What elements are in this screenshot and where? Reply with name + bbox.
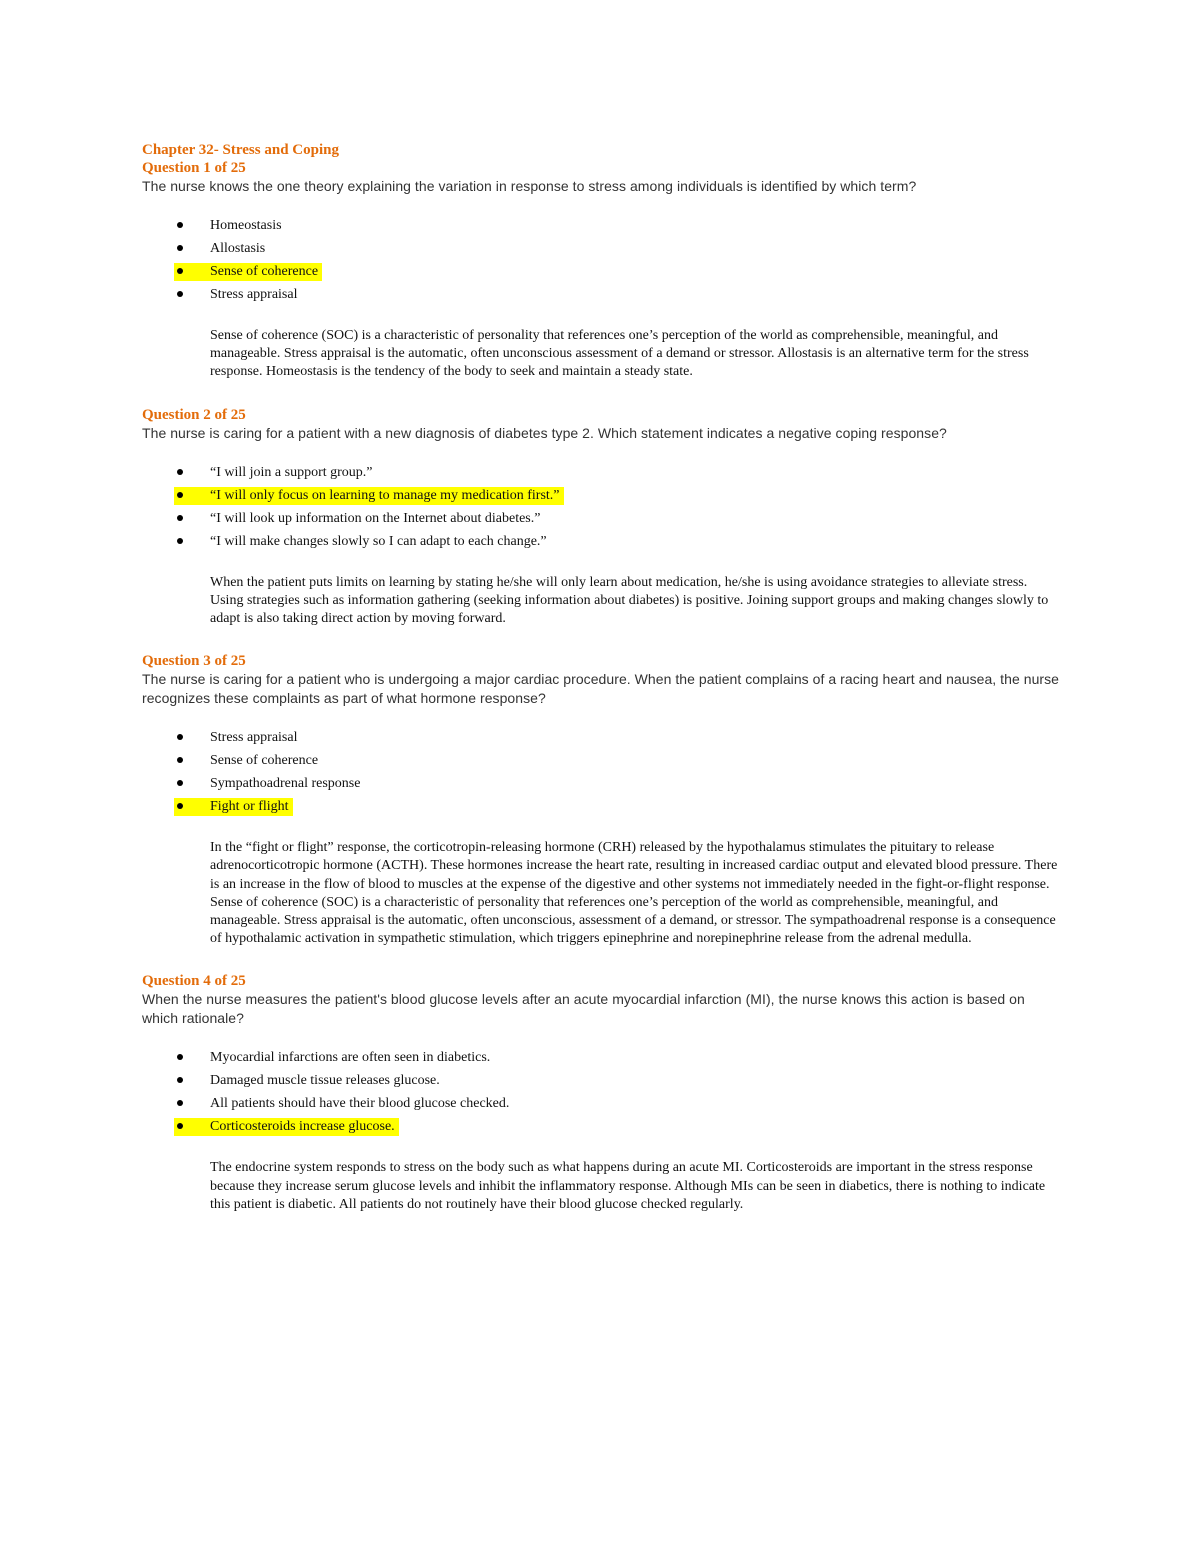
bullet-icon — [177, 268, 183, 274]
bullet-icon — [177, 1100, 183, 1106]
answer-options — [142, 217, 1062, 309]
document-page — [142, 141, 1062, 1214]
question-text: The nurse is caring for a patient with a new diagnosis of diabetes type 2. Which statement indicates a negative coping response? — [142, 424, 947, 441]
bullet-icon — [177, 245, 183, 251]
rationale-text: When the patient puts limits on learning by stating he/she will only learn about medication, he/she is using avoidance strategies to alleviate stress. Using strategies such as information gathering (seeking information about diabetes) is positive. Joining support groups and making changes slowly to adapt is also taking direct action by moving forward. — [210, 574, 1049, 627]
answer-option: Damaged muscle tissue releases glucose. — [142, 1072, 1062, 1095]
bullet-icon — [177, 291, 183, 297]
rationale-text: In the “fight or flight” response, the corticotropin-releasing hormone (CRH) released by the hypothalamus stimulates the pituitary to release adrenocorticotropic hormone (ACTH). These hormones increase the heart rate, resulting in increased cardiac output and elevated blood pressure. There is an increase in the flow of blood to muscles at the expense of the digestive and other systems not immediately needed in the fight-or-flight response. Sense of coherence (SOC) is a characteristic of personality that references one’s perception of the world as comprehensible, meaningful, and manageable. Stress appraisal is the automatic, often unconscious, assessment of a demand, or stressor. The sympathoadrenal response is a consequence of hypothalamic activation in sympathetic stimulation, which triggers epinephrine and norepinephrine release from the adrenal medulla. — [210, 840, 1058, 947]
answer-option-correct: Sense of coherence — [142, 263, 1062, 286]
bullet-icon — [177, 1054, 183, 1060]
answer-option: Homeostasis — [142, 217, 1062, 240]
answer-option: Allostasis — [142, 240, 1062, 263]
answer-options — [142, 464, 1062, 556]
bullet-icon — [177, 222, 183, 228]
question-block — [142, 972, 1062, 1214]
answer-option: Stress appraisal — [142, 286, 1062, 309]
question-text: The nurse knows the one theory explaining the variation in response to stress among individuals is identified by which term? — [142, 178, 917, 194]
answer-option: Sense of coherence — [142, 752, 1062, 775]
question-block — [142, 652, 1062, 948]
bullet-icon — [177, 757, 183, 763]
question-block — [142, 159, 1062, 382]
answer-option: Stress appraisal — [142, 729, 1062, 752]
bullet-icon — [177, 469, 183, 475]
bullet-icon — [177, 515, 183, 521]
bullet-icon — [177, 1123, 183, 1129]
bullet-icon — [177, 1077, 183, 1083]
rationale-text: The endocrine system responds to stress on the body such as what happens during an acute MI. Corticosteroids are important in the stress response because they increase serum glucose levels and inhibit the inflammatory response. Although MIs can be seen in diabetics, there is nothing to indicate this patient is diabetic. All patients do not routinely have their blood glucose checked regularly. — [210, 1160, 1046, 1212]
answer-options — [142, 1049, 1062, 1141]
rationale-text: Sense of coherence (SOC) is a characteristic of personality that references one’s perception of the world as comprehensible, meaningful, and manageable. Stress appraisal is the automatic, often unconscious assessment of a demand or stressor. Allostasis is an alternative term for the stress response. Homeostasis is the tendency of the body to seek and maintain a steady state. — [210, 328, 1029, 380]
answer-option-correct: Fight or flight — [142, 798, 1062, 821]
question-heading: Question 3 of 25 — [142, 653, 246, 670]
bullet-icon — [177, 492, 183, 498]
bullet-icon — [177, 734, 183, 740]
question-heading: Question 4 of 25 — [142, 973, 246, 990]
question-block — [142, 406, 1062, 629]
answer-option: Myocardial infarctions are often seen in diabetics. — [142, 1049, 1062, 1072]
answer-option: All patients should have their blood glucose checked. — [142, 1095, 1062, 1118]
bullet-icon — [177, 803, 183, 809]
answer-option: “I will make changes slowly so I can adapt to each change.” — [142, 533, 1062, 556]
answer-option: “I will look up information on the Internet about diabetes.” — [142, 510, 1062, 533]
question-heading: Question 1 of 25 — [142, 160, 246, 176]
answer-option: Sympathoadrenal response — [142, 775, 1062, 798]
answer-option-correct: “I will only focus on learning to manage my medication first.” — [142, 487, 1062, 510]
bullet-icon — [177, 538, 183, 544]
question-heading: Question 2 of 25 — [142, 406, 246, 423]
chapter-title: Chapter 32- Stress and Coping — [142, 142, 339, 158]
answer-option: “I will join a support group.” — [142, 464, 1062, 487]
answer-option-correct: Corticosteroids increase glucose. — [142, 1118, 1062, 1141]
bullet-icon — [177, 780, 183, 786]
answer-options — [142, 729, 1062, 821]
question-text: When the nurse measures the patient's blood glucose levels after an acute myocardial infarction (MI), the nurse knows this action is based on which rationale? — [142, 991, 1025, 1027]
question-text: The nurse is caring for a patient who is undergoing a major cardiac procedure. When the patient complains of a racing heart and nausea, the nurse recognizes these complaints as part of what hormone response? — [142, 671, 1060, 707]
